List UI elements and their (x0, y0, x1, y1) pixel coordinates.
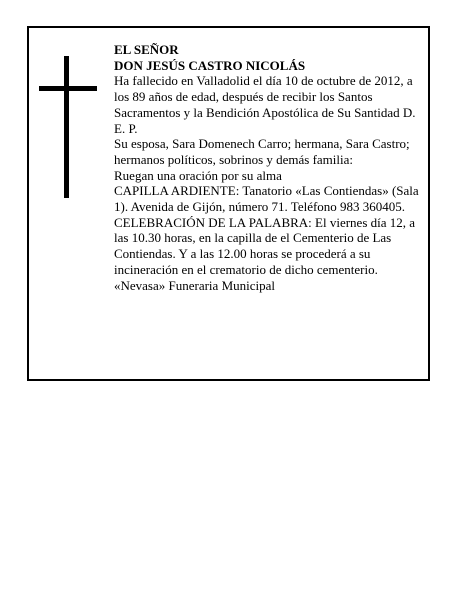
notice-text (114, 42, 426, 293)
notice-chapel-info: CAPILLA ARDIENTE: Tanatorio «Las Contiendas» (Sala 1). Avenida de Gijón, número 71. Teléfono 983 360405. (114, 183, 419, 215)
cross-vertical-bar (64, 56, 69, 198)
notice-funeral-home: «Nevasa» Funeraria Municipal (114, 277, 276, 293)
notice-heading-title: EL SEÑOR (114, 42, 179, 57)
obituary-notice (27, 26, 430, 381)
notice-prayer-request: Ruegan una oración por su alma (114, 167, 282, 183)
cross-icon (39, 56, 97, 198)
notice-family: Su esposa, Sara Domenech Carro; hermana, Sara Castro; hermanos políticos, sobrinos y demás familia: (114, 136, 410, 167)
notice-ceremony-info: CELEBRACIÓN DE LA PALABRA: El viernes día 12, a las 10.30 horas, en la capilla de el Cementerio de Las Contiendas. Y a las 12.00 horas se procederá a su incineración en el crematorio de dicho cementerio. (114, 214, 416, 277)
cross-horizontal-bar (39, 86, 97, 91)
notice-deceased-name: DON JESÚS CASTRO NICOLÁS (114, 57, 306, 73)
notice-death-announcement: Ha fallecido en Valladolid el día 10 de octubre de 2012, a los 89 años de edad, después de recibir los Santos Sacramentos y la Bendición Apostólica de Su Santidad D. E. P. (114, 73, 416, 136)
